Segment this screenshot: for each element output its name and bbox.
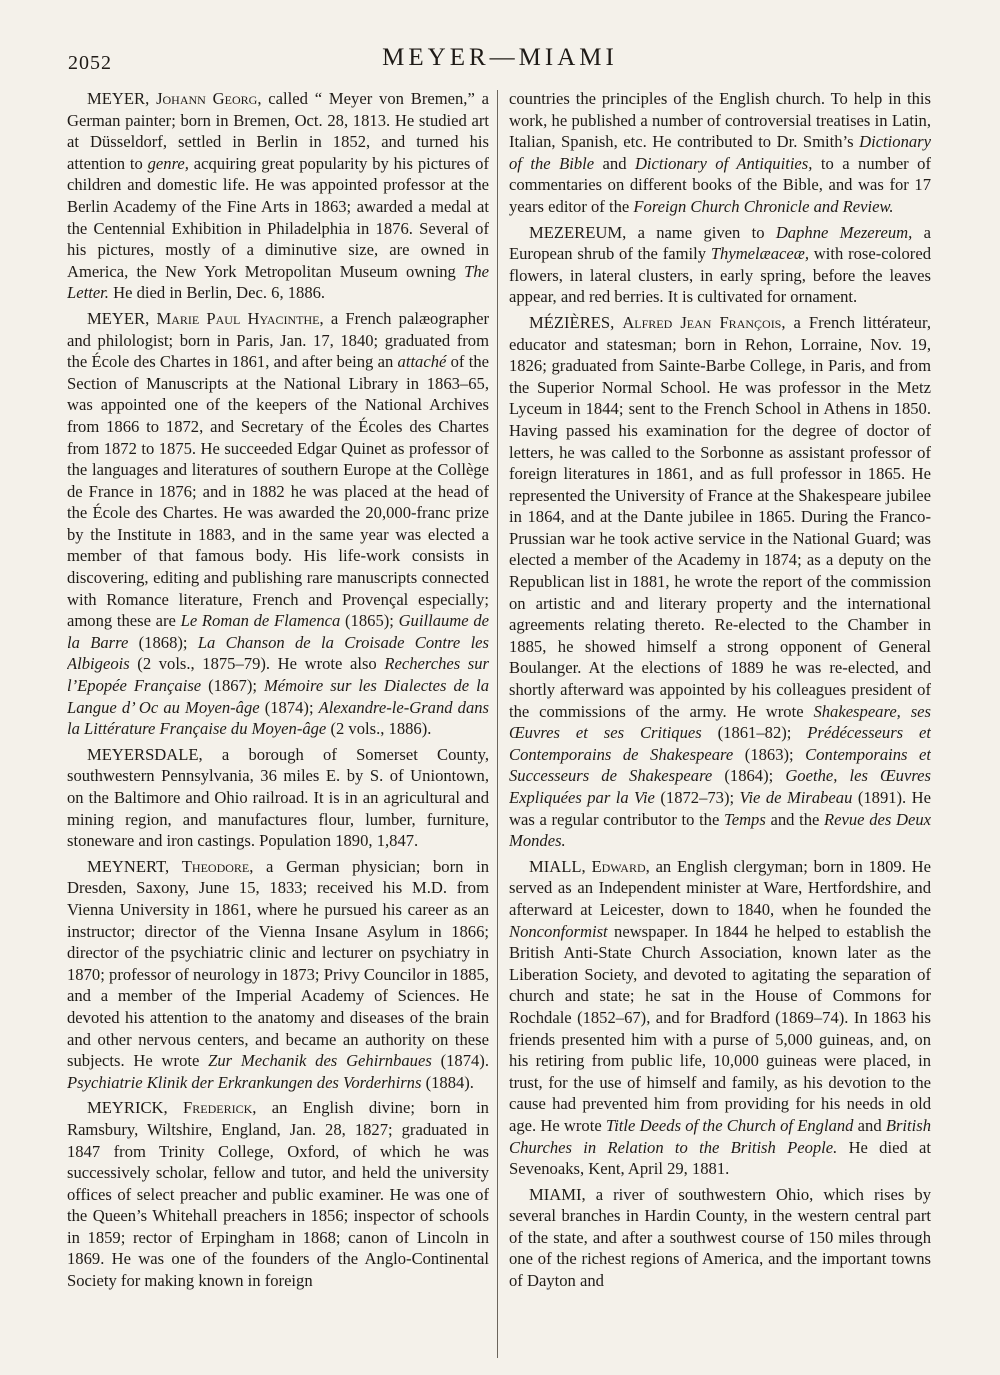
entry-meynert: [67, 856, 489, 1094]
entry-italic: Shakespeare, ses Œuvres et ses Critiques: [509, 701, 931, 743]
entry-headword: MEYERSDALE,: [87, 744, 203, 764]
entry-italic: Temps: [724, 809, 766, 829]
entry-name: Theodore,: [181, 856, 254, 876]
entry-italic: Thymelæaceæ,: [710, 244, 809, 264]
entry-italic: Alexandre-le-Grand dans la Littérature Française du Moyen-âge: [67, 697, 489, 739]
entry-text: (2 vols., 1875–79). He wrote also: [129, 654, 385, 674]
right-column: [509, 88, 931, 1363]
entry-text: He died in Berlin, Dec. 6, 1886.: [108, 283, 326, 303]
entry-text: (1868);: [128, 632, 198, 652]
entry-italic: attaché: [397, 352, 447, 372]
entry-text: to a number of commentaries on different books of the Bible, and was for 17 years editor of the: [509, 153, 931, 216]
entry-text: He died at Sevenoaks, Kent, April 29, 1881.: [509, 1137, 931, 1179]
entry-text: called “ Meyer von Bremen,” a German painter; born in Bremen, Oct. 28, 1813. He studied art at Düsseldorf, settled in Berlin in 1852, and turned his attention to: [67, 89, 489, 173]
entry-text: of the Section of Manuscripts at the National Library in 1863–65, was appointed one of the keepers of the National Archives from 1866 to 1872, and Secretary of the Écoles des Chartes from 1872 to 1875. He succeeded Edgar Quinet as professor of the languages and literatures of southern Europe at the Collège de France in 1876; and in 1882 he was placed at the head of the École des Chartes. He was awarded the 20,000-franc prize by the Institute in 1883, and in the same year was elected a member of that famous body. His life-work consists in discovering, editing and publishing rare manuscripts connected with Romance literature, French and Provençal especially; among these are: [67, 352, 489, 631]
entry-headword: MEYER,: [87, 308, 150, 328]
entry-headword: MÉZIÈRES,: [529, 312, 615, 332]
entry-text: a French littérateur, educator and statesman; born in Rehon, Lorraine, Nov. 19, 1826; graduated from Sainte-Barbe College, in Paris, and from the Superior Normal School. He was professor in the Metz Lyceum in 1844; sent to the French School in Athens in 1850. Having passed his examination for the degree of doctor of letters, he was called to the Sorbonne as assistant professor of foreign literatures in 1861, and as full professor in 1865. He represented the University of France at the Shakespeare jubilee in 1864, and at the Dante jubilee in 1865. During the Franco-Prussian war he took active service in the National Guard; was elected a member of the Academy in 1874; as a deputy on the Republican list in 1881, he wrote the report of the commission on artistic and and literary property and the international agreements relating thereto. Re-elected to the Chamber in 1885, he showed himself a strong opponent of General Boulanger. At the elections of 1889 he was re-elected, and shortly afterward was appointed by his colleagues president of the commissions of the army. He wrote: [509, 312, 931, 721]
entry-headword: MEYNERT,: [87, 856, 170, 876]
entry-text: (1874);: [259, 697, 319, 717]
entry-italic: Psychiatrie Klinik der Erkrankungen des Vorderhirns: [67, 1072, 422, 1092]
entry-text: a European shrub of the family: [509, 222, 931, 264]
entry-italic: Mémoire sur les Dialectes de la Langue d’ Oc au Moyen-âge: [67, 676, 489, 717]
entry-meyersdale: [67, 744, 489, 852]
entry-mezieres: [509, 312, 931, 852]
entry-text: an English clergyman; born in 1809. He served as an Independent minister at Ware, Hertfordshire, and afterward at Leicester, down to 1840, when he founded the: [509, 856, 931, 919]
entry-text: (1872–73);: [654, 788, 740, 807]
entry-italic: Nonconformist: [509, 921, 608, 941]
entry-text: and: [594, 153, 635, 173]
entry-italic: Dictionary of Antiquities,: [634, 153, 813, 173]
entry-meyrick-continued: [509, 88, 931, 218]
entry-text: (1863);: [733, 744, 806, 764]
entry-mezereum: [509, 222, 931, 308]
entry-text: with rose-colored flowers, in lateral clusters, in early spring, before the leaves appear, and red berries. It is cultivated for ornament.: [509, 244, 931, 307]
entry-text: (1891). He was a regular contributor to the: [509, 788, 931, 829]
running-head: MEYER—MIAMI: [382, 44, 618, 71]
entry-italic: Goethe, les Œuvres Expliquées par la Vie: [509, 766, 931, 807]
entry-miami: [509, 1184, 931, 1292]
entry-text: and the: [765, 809, 825, 829]
entry-italic: Foreign Church Chronicle and Review.: [633, 196, 894, 216]
entry-text: a river of southwestern Ohio, which rises by several branches in Hardin County, in the western central part of the state, and after a southwest course of 150 miles through one of the richest regions of America, and the important towns of Dayton and: [509, 1184, 931, 1291]
entry-text: (1884).: [421, 1072, 474, 1092]
entry-text: a French palæographer and philologist; born in Paris, Jan. 17, 1840; graduated from the École des Chartes in 1861, and after being an: [67, 308, 489, 372]
entry-text: a German physician; born in Dresden, Saxony, June 15, 1833; received his M.D. from Vienna University in 1861, where he pursued his career as an instructor; director of the Vienna Insane Asylum in 1866; director of the psychiatric clinic and lecturer on psychiatry in 1870; professor of neurology in 1873; Privy Councilor in 1885, and a member of the Imperial Academy of Sciences. He devoted his attention to the anatomy and diseases of the brain and other nervous centers, and became an authority on these subjects. He wrote: [67, 856, 489, 1071]
entry-text: a borough of Somerset County, southwestern Pennsylvania, 36 miles E. by S. of Uniontown, on the Baltimore and Ohio railroad. It is in an agricultural and mining region, and manufactures flour, lumber, furniture, stoneware and iron castings. Population 1890, 1,847.: [67, 744, 489, 851]
entry-italic: Vie de Mirabeau: [739, 788, 853, 807]
entry-name: Alfred Jean François,: [622, 312, 786, 332]
entry-italic: Guillaume de la Barre: [67, 611, 489, 652]
entry-meyrick: [67, 1097, 489, 1291]
entry-italic: Dictionary of the Bible: [509, 132, 931, 173]
entry-meyer-marie: [67, 308, 489, 740]
entry-italic: genre,: [147, 153, 189, 173]
entry-text: (1865);: [340, 611, 399, 631]
entry-name: Johann Georg,: [156, 89, 262, 108]
entry-headword: MEZEREUM,: [529, 222, 627, 242]
entry-italic: Title Deeds of the Church of England: [605, 1115, 854, 1135]
entry-meyer-johann: [67, 88, 489, 304]
entry-text: (1874).: [431, 1051, 489, 1071]
entry-italic: Recherches sur l’Epopée Française: [67, 654, 489, 696]
page-number: 2052: [68, 52, 112, 74]
entry-headword: MEYER,: [87, 89, 150, 108]
entry-name: Marie Paul Hyacinthe,: [156, 308, 324, 328]
entry-text: acquiring great popularity by his pictures of children and domestic life. He was appointed professor at the Berlin Academy of the Fine Arts in 1863; awarded a medal at the Centennial Exhibition in Philadelphia in 1876. Several of his pictures, mostly of a diminutive size, are owned in America, the New York Metropolitan Museum owning: [67, 153, 489, 281]
entry-italic: Contemporains et Successeurs de Shakespeare: [509, 744, 931, 786]
entry-italic: Le Roman de Flamenca: [180, 611, 341, 631]
entry-headword: MIALL,: [529, 856, 586, 876]
entry-text: a name given to: [626, 222, 776, 242]
entry-text: an English divine; born in Ramsbury, Wiltshire, England, Jan. 28, 1827; graduated in 1847 from Trinity College, Oxford, of which he was successively scholar, fellow and tutor, and held the university offices of select preacher and public examiner. He was one of the Queen’s Whitehall preachers in 1856; inspector of schools in 1859; rector of Erpingham in 1868; canon of Lincoln in 1869. He was one of the founders of the Anglo-Continental Society for making known in foreign: [67, 1098, 489, 1291]
entry-headword: MIAMI,: [529, 1184, 586, 1204]
entry-italic: Zur Mechanik des Gehirnbaues: [208, 1051, 432, 1071]
entry-text: (2 vols., 1886).: [326, 719, 432, 739]
entry-italic: Revue des Deux Mondes.: [509, 809, 931, 851]
entry-name: Edward,: [591, 856, 650, 876]
entry-italic: British Churches in Relation to the British People.: [509, 1115, 931, 1157]
entry-italic: Prédécesseurs et Contemporains de Shakespeare: [509, 723, 931, 764]
entry-text: (1864);: [712, 766, 786, 786]
entry-italic: The Letter.: [67, 261, 489, 303]
entry-text: and: [853, 1115, 886, 1135]
entry-text: countries the principles of the English church. To help in this work, he published a number of controversial treatises in Latin, Italian, Spanish, etc. He contributed to Dr. Smith’s: [509, 89, 931, 152]
entry-text: newspaper. In 1844 he helped to establish the British Anti-State Church Association, known later as the Liberation Society, and devoted to agitating the separation of church and state; he sat in the House of Commons for Rochdale (1852–67), and for Bradford (1869–74). In 1863 his friends presented him with a purse of 5,000 guineas, and, on his retiring from public life, 10,000 guineas were placed, in trust, for the use of himself and family, as his devotion to the cause had prevented him from providing for his needs in old age. He wrote: [509, 921, 931, 1135]
entry-name: Frederick,: [183, 1098, 257, 1118]
entry-text: (1861–82);: [701, 723, 808, 743]
entry-headword: MEYRICK,: [87, 1098, 168, 1118]
left-column: [67, 88, 489, 1363]
entry-text: (1867);: [201, 676, 264, 696]
entry-miall: [509, 856, 931, 1180]
entry-italic: Daphne Mezereum,: [775, 222, 913, 242]
column-divider: [497, 90, 498, 1358]
entry-italic: La Chanson de la Croisade Contre les Albigeois: [67, 632, 489, 674]
